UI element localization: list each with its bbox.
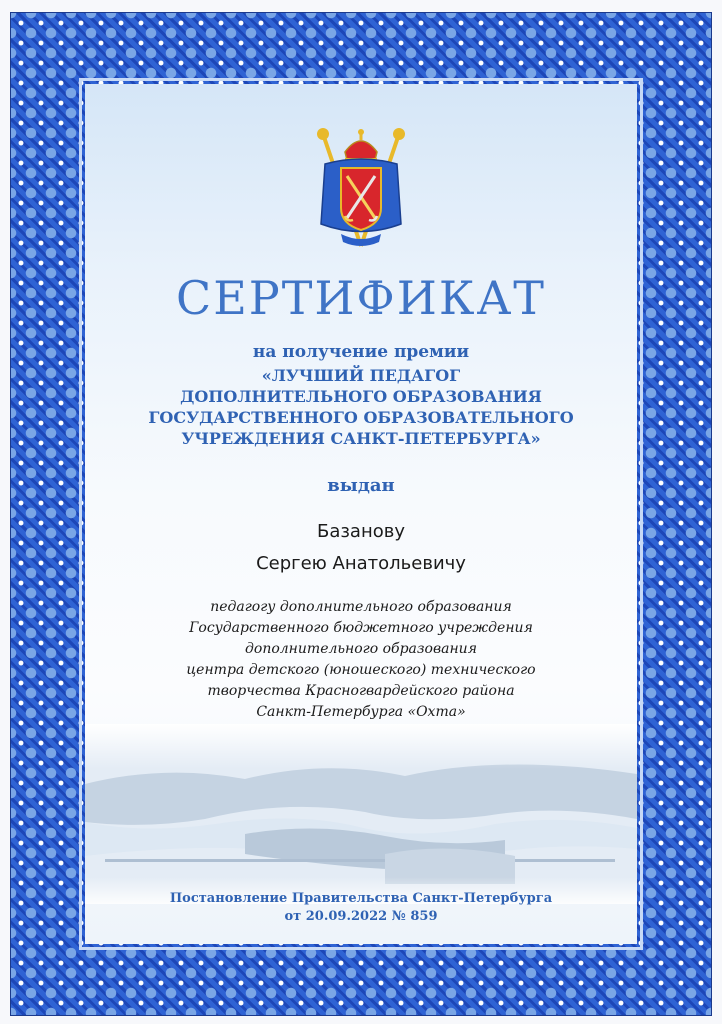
recipient-description-line: дополнительного образования: [245, 641, 477, 657]
recipient-given-names: Сергею Анатольевичу: [256, 553, 466, 574]
issued-label: выдан: [327, 475, 395, 496]
certificate-panel: [85, 84, 637, 944]
recipient-surname: Базанову: [316, 521, 406, 542]
award-name-line: УЧРЕЖДЕНИЯ САНКТ-ПЕТЕРБУРГА»: [181, 429, 541, 448]
recipient-description-line: педагогу дополнительного образования: [210, 599, 512, 615]
award-name-line: «ЛУЧШИЙ ПЕДАГОГ: [261, 366, 461, 385]
certificate-title: СЕРТИФИКАТ: [176, 271, 546, 325]
recipient-description-line: Санкт-Петербурга «Охта»: [256, 704, 466, 720]
decree-date-line: от 20.09.2022 № 859: [284, 909, 438, 924]
saint-petersburg-coat-of-arms-icon: [305, 124, 417, 254]
decree-reference-line: Постановление Правительства Санкт-Петербурга: [169, 891, 553, 906]
award-name-line: ДОПОЛНИТЕЛЬНОГО ОБРАЗОВАНИЯ: [180, 387, 542, 406]
city-panorama-image: [85, 724, 637, 904]
certificate-subtitle: на получение премии: [252, 342, 470, 362]
recipient-description-line: творчества Красногвардейского района: [207, 683, 515, 699]
recipient-description-line: Государственного бюджетного учреждения: [189, 620, 533, 636]
award-name-line: ГОСУДАРСТВЕННОГО ОБРАЗОВАТЕЛЬНОГО: [148, 408, 574, 427]
recipient-description-line: центра детского (юношеского) технического: [186, 662, 536, 678]
